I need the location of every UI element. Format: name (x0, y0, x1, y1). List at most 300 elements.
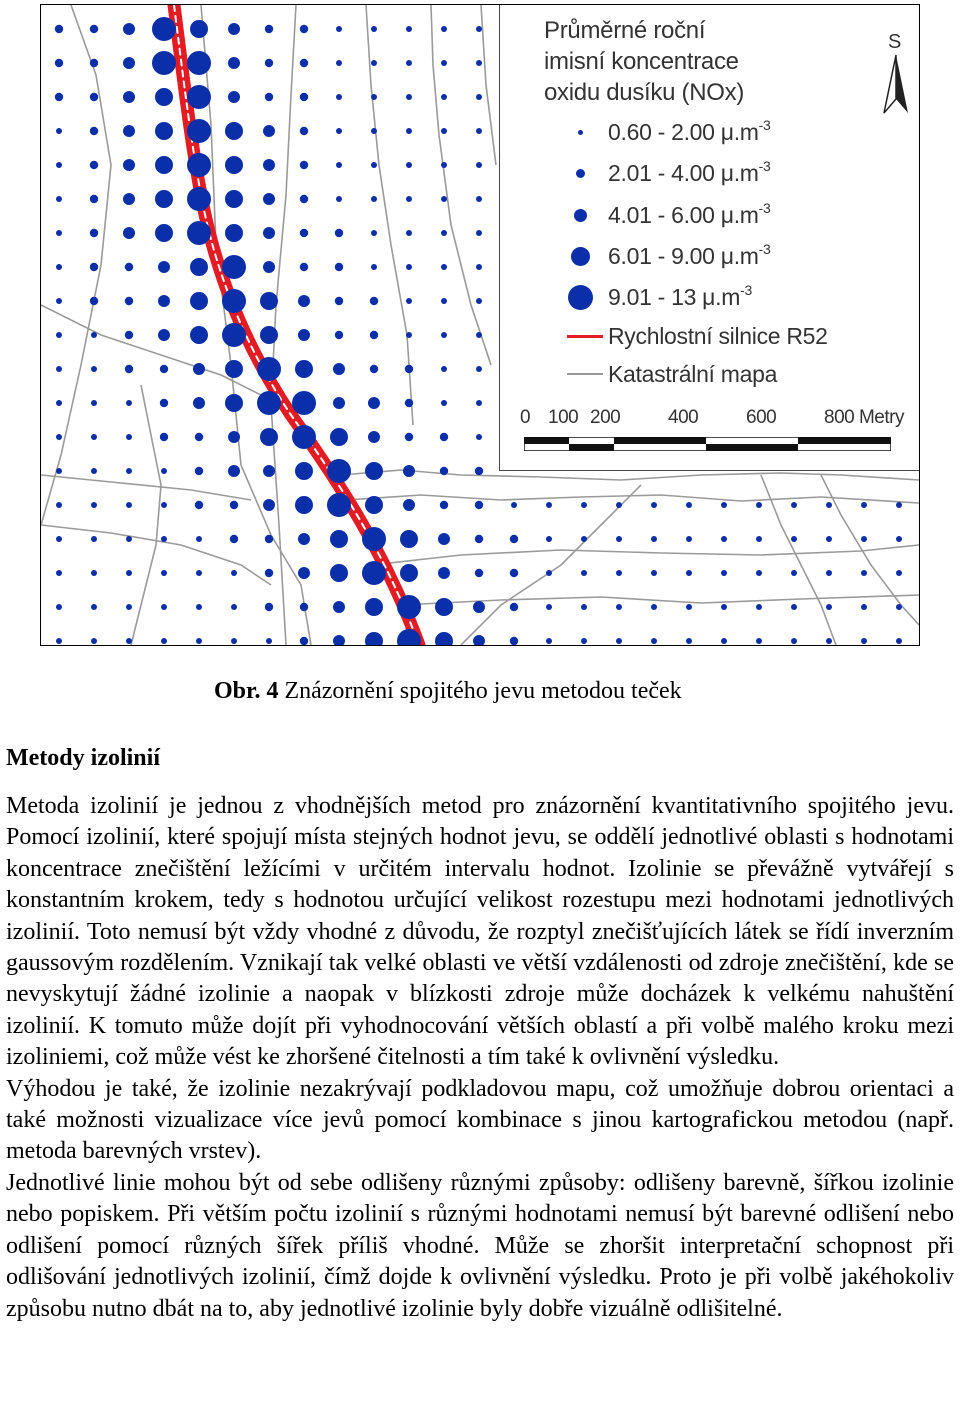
concentration-dot (125, 365, 133, 373)
concentration-dot (441, 196, 447, 202)
concentration-dot (91, 400, 97, 406)
concentration-dot (90, 25, 98, 33)
concentration-dot (126, 400, 132, 406)
map-legend (499, 5, 919, 471)
concentration-dot (265, 603, 273, 611)
concentration-dot (90, 195, 98, 203)
concentration-dot (330, 428, 348, 446)
scale-label-800: 800 Metry (824, 407, 904, 428)
concentration-dot (791, 638, 797, 644)
concentration-dot (616, 536, 622, 542)
nox-dot-map (40, 4, 920, 646)
concentration-dot (228, 465, 240, 477)
concentration-dot (300, 229, 308, 237)
concentration-dot (160, 365, 168, 373)
legend-dot-l (565, 241, 595, 271)
concentration-dot (222, 323, 246, 347)
concentration-dot (292, 391, 316, 415)
concentration-dot (721, 536, 727, 542)
legend-dot-xl (565, 282, 595, 312)
concentration-dot (225, 224, 243, 242)
concentration-dot (510, 569, 518, 577)
concentration-dot (441, 230, 447, 236)
concentration-dot (225, 394, 243, 412)
concentration-dot (195, 467, 203, 475)
concentration-dot (441, 162, 447, 168)
concentration-dot (756, 502, 762, 508)
concentration-dot (476, 128, 482, 134)
concentration-dot (187, 221, 211, 245)
concentration-dot (91, 332, 97, 338)
concentration-dot (187, 51, 211, 75)
concentration-dot (263, 465, 275, 477)
concentration-dot (90, 263, 98, 271)
concentration-dot (581, 604, 587, 610)
concentration-dot (336, 26, 342, 32)
concentration-dot (56, 468, 62, 474)
concentration-dot (721, 604, 727, 610)
concentration-dot (510, 535, 518, 543)
concentration-dot (123, 23, 135, 35)
concentration-dot (298, 295, 310, 307)
concentration-dot (123, 227, 135, 239)
concentration-dot (196, 570, 202, 576)
legend-label-4: 6.01 - 9.00 μ.m (608, 243, 759, 269)
concentration-dot (476, 434, 482, 440)
concentration-dot (371, 230, 377, 236)
concentration-dot (161, 604, 167, 610)
legend-label-5: 9.01 - 13 μ.m (608, 284, 741, 310)
concentration-dot (336, 162, 342, 168)
concentration-dot (300, 93, 308, 101)
concentration-dot (90, 161, 98, 169)
concentration-dot (476, 366, 482, 372)
concentration-dot (371, 264, 377, 270)
concentration-dot (193, 363, 205, 375)
concentration-dot (333, 635, 345, 645)
concentration-dot (161, 536, 167, 542)
concentration-dot (476, 196, 482, 202)
concentration-dot (56, 366, 62, 372)
concentration-dot (651, 536, 657, 542)
concentration-dot (225, 360, 243, 378)
concentration-dot (333, 601, 345, 613)
concentration-dot (686, 570, 692, 576)
concentration-dot (365, 632, 383, 645)
concentration-dot (161, 570, 167, 576)
cadastral-line (341, 470, 919, 480)
concentration-dot (295, 496, 313, 514)
concentration-dot (292, 425, 316, 449)
concentration-dot (228, 431, 240, 443)
concentration-dot (56, 434, 62, 440)
concentration-dot (222, 255, 246, 279)
concentration-dot (56, 400, 62, 406)
concentration-dot (225, 122, 243, 140)
concentration-dot (330, 564, 348, 582)
concentration-dot (476, 264, 482, 270)
cadastral-line (366, 5, 413, 425)
concentration-dot (230, 501, 238, 509)
scale-bar (524, 437, 891, 451)
concentration-dot (190, 326, 208, 344)
legend-label-cadastre: Katastrální mapa (608, 361, 778, 387)
concentration-dot (55, 59, 63, 67)
concentration-dot (123, 91, 135, 103)
concentration-dot (335, 297, 343, 305)
concentration-dot (368, 431, 380, 443)
concentration-dot (370, 297, 378, 305)
concentration-dot (791, 604, 797, 610)
concentration-dot (161, 638, 167, 644)
concentration-dot (365, 462, 383, 480)
legend-item-road (500, 321, 920, 351)
concentration-dot (581, 502, 587, 508)
concentration-dot (333, 397, 345, 409)
concentration-dot (406, 26, 412, 32)
concentration-dot (123, 193, 135, 205)
concentration-dot (123, 159, 135, 171)
scale-label-100: 100 (548, 407, 579, 428)
concentration-dot (231, 570, 237, 576)
concentration-dot (56, 604, 62, 610)
concentration-dot (56, 502, 62, 508)
concentration-dot (362, 527, 386, 551)
concentration-dot (581, 638, 587, 644)
concentration-dot (257, 357, 281, 381)
concentration-dot (362, 561, 386, 585)
concentration-dot (56, 570, 62, 576)
concentration-dot (826, 638, 832, 644)
concentration-dot (510, 603, 518, 611)
legend-title (544, 15, 744, 108)
concentration-dot (475, 569, 483, 577)
cadastral-line (371, 545, 919, 565)
figure-caption-label: Obr. 4 (214, 678, 279, 704)
concentration-dot (91, 570, 97, 576)
concentration-dot (406, 162, 412, 168)
concentration-dot (826, 502, 832, 508)
concentration-dot (91, 536, 97, 542)
scale-label-400: 400 (668, 407, 699, 428)
concentration-dot (336, 196, 342, 202)
concentration-dot (263, 227, 275, 239)
concentration-dot (616, 502, 622, 508)
concentration-dot (196, 604, 202, 610)
concentration-dot (327, 459, 351, 483)
concentration-dot (193, 397, 205, 409)
concentration-dot (300, 637, 308, 645)
concentration-dot (476, 230, 482, 236)
concentration-dot (861, 536, 867, 542)
concentration-dot (300, 25, 308, 33)
concentration-dot (546, 502, 552, 508)
legend-title-line-1: Průměrné roční (544, 17, 706, 44)
concentration-dot (405, 365, 413, 373)
concentration-dot (56, 264, 62, 270)
concentration-dot (260, 428, 278, 446)
cadastral-line (481, 5, 496, 165)
concentration-dot (123, 125, 135, 137)
concentration-dot (158, 295, 170, 307)
concentration-dot (55, 25, 63, 33)
concentration-dot (126, 502, 132, 508)
concentration-dot (161, 502, 167, 508)
concentration-dot (196, 638, 202, 644)
concentration-dot (91, 638, 97, 644)
concentration-dot (187, 153, 211, 177)
concentration-dot (896, 536, 902, 542)
concentration-dot (300, 195, 308, 203)
concentration-dot (91, 502, 97, 508)
concentration-dot (160, 399, 168, 407)
body-text (6, 791, 954, 1325)
concentration-dot (225, 156, 243, 174)
concentration-dot (190, 292, 208, 310)
legend-dot-s (565, 158, 595, 188)
concentration-dot (371, 162, 377, 168)
paragraph-2: Výhodou je také, že izolinie nezakrývají podkladovou mapu, což umožňuje dobrou orientaci a také možnosti vizualizace více jevů pomocí kombinace s jinou kartografickou metodou (např. metoda barevných vrstev). (6, 1075, 954, 1165)
concentration-dot (155, 224, 173, 242)
cadastral-line (431, 5, 491, 365)
concentration-dot (756, 570, 762, 576)
concentration-dot (581, 570, 587, 576)
concentration-dot (476, 162, 482, 168)
concentration-dot (152, 51, 176, 75)
concentration-dot (405, 433, 413, 441)
concentration-dot (476, 400, 482, 406)
concentration-dot (263, 499, 275, 511)
concentration-dot (152, 17, 176, 41)
scale-label-0: 0 (520, 407, 531, 428)
concentration-dot (298, 329, 310, 341)
legend-label-1: 0.60 - 2.00 μ.m (608, 119, 759, 145)
concentration-dot (511, 502, 517, 508)
concentration-dot (230, 535, 238, 543)
concentration-dot (263, 193, 275, 205)
concentration-dot (476, 94, 482, 100)
concentration-dot (861, 638, 867, 644)
legend-item-class-3: 4.01 - 6.00 $\mu.m^{-3}$ (500, 200, 920, 230)
concentration-dot (651, 638, 657, 644)
north-arrow-icon (878, 33, 914, 115)
legend-label-3: 4.01 - 6.00 μ.m (608, 202, 759, 228)
concentration-dot (295, 462, 313, 480)
concentration-dot (231, 604, 237, 610)
concentration-dot (123, 57, 135, 69)
concentration-dot (441, 128, 447, 134)
concentration-dot (56, 332, 62, 338)
concentration-dot (56, 128, 62, 134)
concentration-dot (616, 638, 622, 644)
legend-cadastre-line (565, 359, 595, 389)
concentration-dot (222, 289, 246, 313)
concentration-dot (756, 536, 762, 542)
concentration-dot (365, 598, 383, 616)
concentration-dot (406, 298, 412, 304)
concentration-dot (187, 119, 211, 143)
concentration-dot (126, 570, 132, 576)
concentration-dot (158, 329, 170, 341)
concentration-dot (91, 468, 97, 474)
concentration-dot (406, 94, 412, 100)
concentration-dot (405, 399, 413, 407)
concentration-dot (686, 502, 692, 508)
concentration-dot (400, 564, 418, 582)
concentration-dot (90, 59, 98, 67)
figure-caption (214, 678, 682, 705)
legend-item-class-1: 0.60 - 2.00 $\mu.m^{-3}$ (500, 117, 920, 147)
concentration-dot (228, 57, 240, 69)
concentration-dot (263, 159, 275, 171)
legend-dot-m (565, 200, 595, 230)
concentration-dot (228, 91, 240, 103)
scale-label-600: 600 (746, 407, 777, 428)
concentration-dot (441, 26, 447, 32)
concentration-dot (397, 595, 421, 619)
concentration-dot (371, 60, 377, 66)
north-label: S (888, 31, 902, 53)
concentration-dot (441, 60, 447, 66)
concentration-dot (616, 570, 622, 576)
concentration-dot (546, 638, 552, 644)
concentration-dot (475, 467, 483, 475)
concentration-dot (546, 536, 552, 542)
concentration-dot (298, 533, 310, 545)
concentration-dot (161, 468, 167, 474)
concentration-dot (336, 128, 342, 134)
concentration-dot (721, 502, 727, 508)
concentration-dot (335, 229, 343, 237)
concentration-dot (406, 230, 412, 236)
concentration-dot (265, 93, 273, 101)
concentration-dot (441, 298, 447, 304)
concentration-dot (56, 196, 62, 202)
concentration-dot (403, 499, 415, 511)
concentration-dot (225, 190, 243, 208)
concentration-dot (190, 258, 208, 276)
concentration-dot (126, 536, 132, 542)
legend-title-line-2: imisní koncentrace (544, 48, 739, 75)
cadastral-line (271, 5, 296, 645)
figure-caption-text: Znázornění spojitého jevu metodou teček (284, 678, 682, 704)
concentration-dot (190, 20, 208, 38)
concentration-dot (826, 570, 832, 576)
concentration-dot (441, 332, 447, 338)
concentration-dot (330, 530, 348, 548)
concentration-dot (896, 604, 902, 610)
concentration-dot (406, 128, 412, 134)
concentration-dot (155, 88, 173, 106)
concentration-dot (187, 85, 211, 109)
concentration-dot (155, 190, 173, 208)
concentration-dot (55, 93, 63, 101)
concentration-dot (435, 598, 453, 616)
concentration-dot (265, 569, 273, 577)
concentration-dot (300, 59, 308, 67)
concentration-dot (160, 433, 168, 441)
concentration-dot (403, 465, 415, 477)
concentration-dot (56, 536, 62, 542)
concentration-dot (263, 125, 275, 137)
concentration-dot (56, 162, 62, 168)
cadastral-line (41, 475, 251, 500)
concentration-dot (155, 156, 173, 174)
legend-road-line (565, 321, 595, 351)
concentration-dot (336, 60, 342, 66)
concentration-dot (826, 604, 832, 610)
concentration-dot (158, 261, 170, 273)
concentration-dot (581, 536, 587, 542)
concentration-dot (438, 567, 450, 579)
legend-item-cadastre (500, 359, 920, 389)
concentration-dot (826, 536, 832, 542)
concentration-dot (616, 604, 622, 610)
legend-label-2: 2.01 - 4.00 μ.m (608, 160, 759, 186)
concentration-dot (257, 391, 281, 415)
concentration-dot (56, 230, 62, 236)
cadastral-line (41, 5, 111, 525)
legend-item-class-5: 9.01 - 13 $\mu.m^{-3}$ (500, 282, 920, 312)
concentration-dot (155, 122, 173, 140)
concentration-dot (365, 496, 383, 514)
concentration-dot (195, 501, 203, 509)
concentration-dot (861, 604, 867, 610)
concentration-dot (126, 604, 132, 610)
concentration-dot (90, 93, 98, 101)
legend-label-road: Rychlostní silnice R52 (608, 323, 828, 349)
concentration-dot (370, 365, 378, 373)
concentration-dot (686, 536, 692, 542)
concentration-dot (896, 502, 902, 508)
road-r52 (174, 5, 419, 645)
concentration-dot (195, 433, 203, 441)
concentration-dot (91, 366, 97, 372)
concentration-dot (546, 604, 552, 610)
concentration-dot (400, 530, 418, 548)
concentration-dot (265, 25, 273, 33)
concentration-dot (265, 59, 273, 67)
concentration-dot (475, 501, 483, 509)
concentration-dot (300, 127, 308, 135)
concentration-dot (327, 493, 351, 517)
concentration-dot (721, 638, 727, 644)
scale-label-200: 200 (590, 407, 621, 428)
concentration-dot (721, 570, 727, 576)
concentration-dot (91, 434, 97, 440)
concentration-dot (265, 535, 273, 543)
concentration-dot (435, 632, 453, 645)
concentration-dot (440, 501, 448, 509)
concentration-dot (125, 331, 133, 339)
concentration-dot (476, 60, 482, 66)
concentration-dot (126, 434, 132, 440)
concentration-dot (861, 570, 867, 576)
concentration-dot (371, 196, 377, 202)
concentration-dot (440, 433, 448, 441)
concentration-dot (510, 637, 518, 645)
concentration-dot (791, 570, 797, 576)
section-heading: Metody izolinií (6, 745, 160, 771)
concentration-dot (90, 229, 98, 237)
concentration-dot (300, 263, 308, 271)
concentration-dot (56, 298, 62, 304)
concentration-dot (475, 535, 483, 543)
concentration-dot (686, 604, 692, 610)
concentration-dot (371, 94, 377, 100)
concentration-dot (125, 297, 133, 305)
concentration-dot (791, 536, 797, 542)
